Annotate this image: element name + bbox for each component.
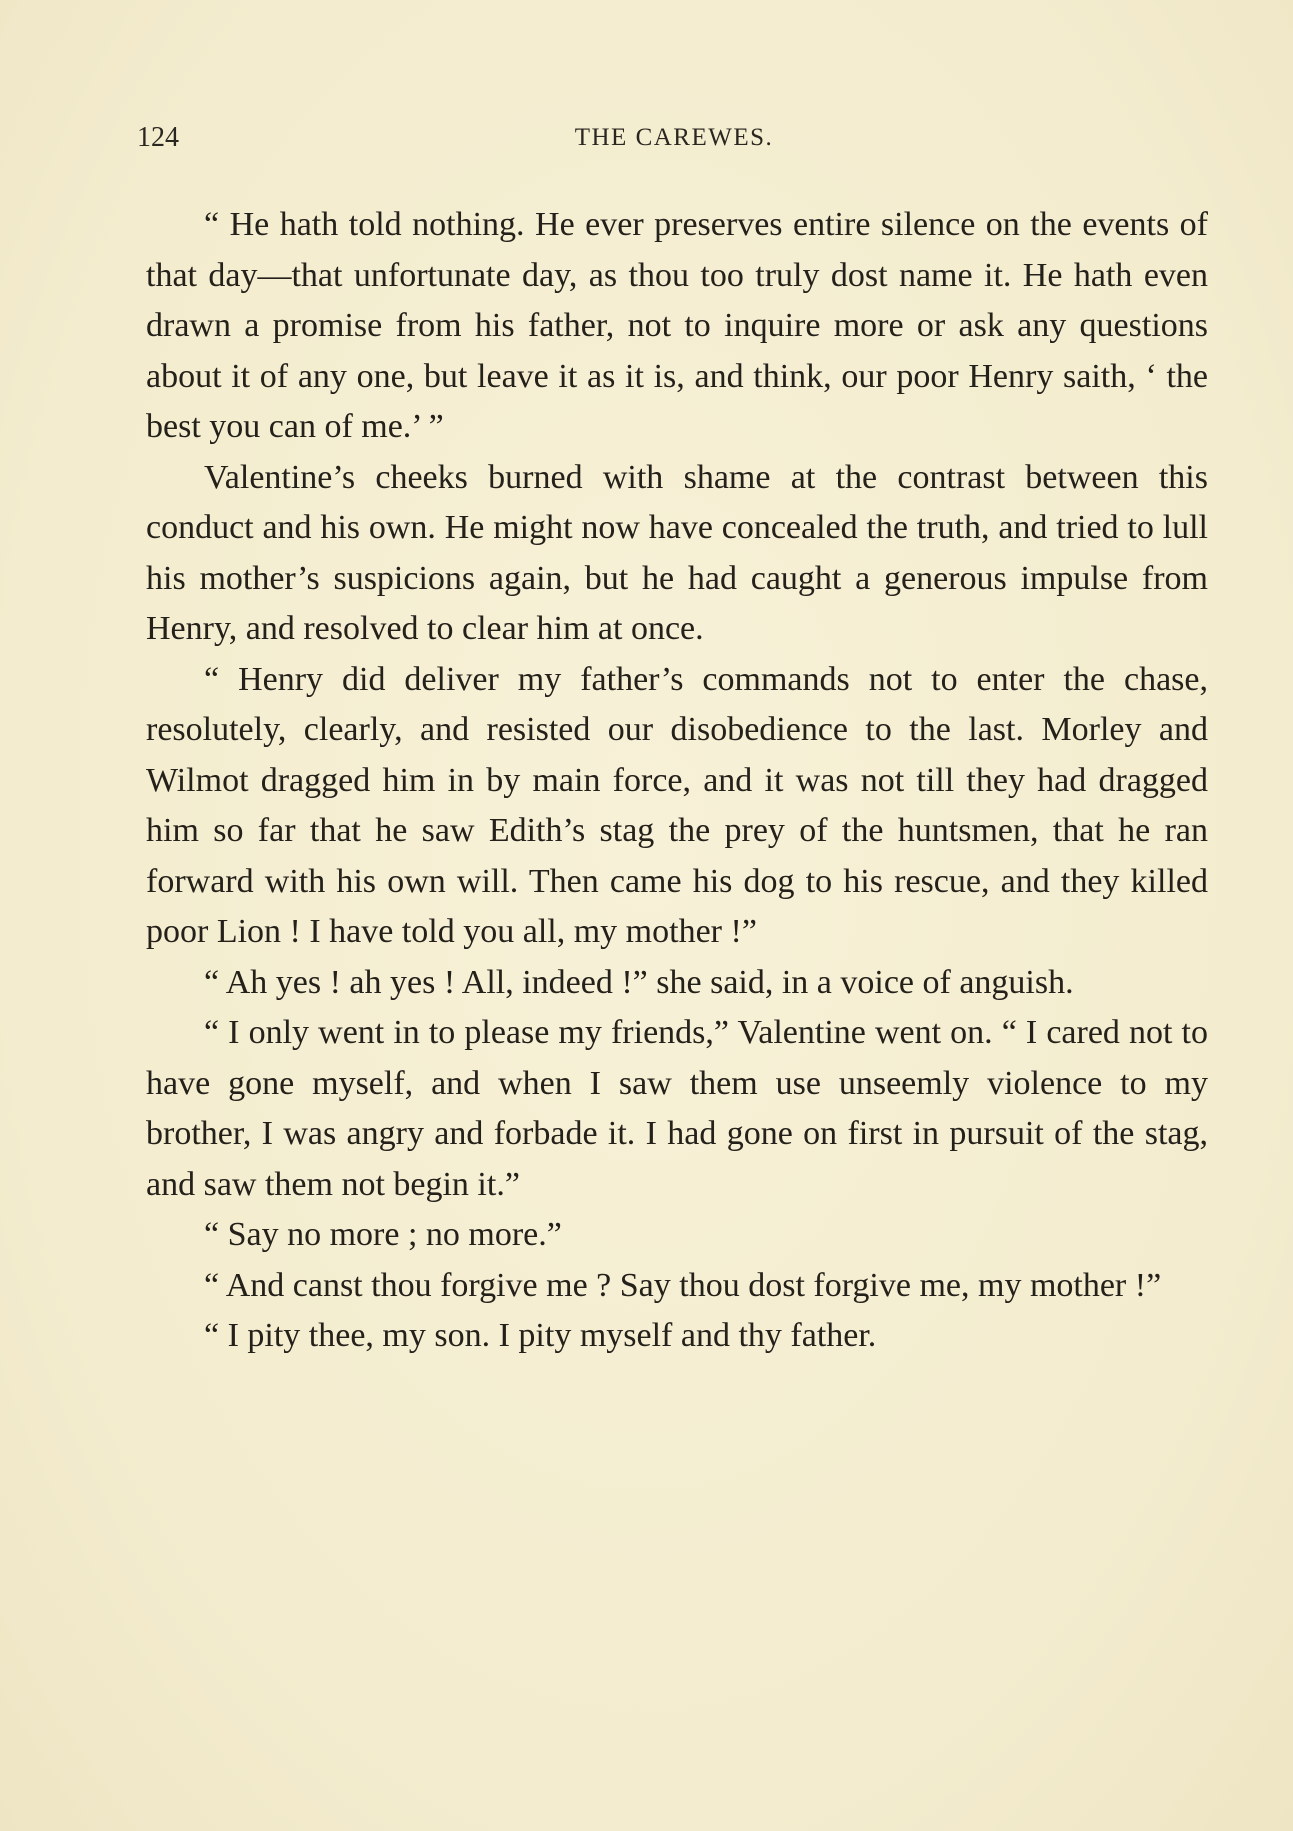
paragraph: “ Henry did deliver my father’s commands not to enter the chase, resolutely, clearly, and resisted our disobedience to the last. Morley and Wilmot dragged him in by main force, and it was not till they had dragged him so far that he saw Edith’s stag the prey of the huntsmen, that he ran forward with his own will. Then came his dog to his rescue, and they killed poor Lion ! I have told you all, my mother !” <box>146 660 1208 950</box>
paragraph: “ I pity thee, my son. I pity myself and thy father. <box>204 1317 877 1354</box>
paragraph: “ Say no more ; no more.” <box>204 1216 562 1253</box>
body-text <box>146 200 1208 1362</box>
paragraph: Valentine’s cheeks burned with shame at the contrast between this conduct and his own. He might now have concealed the truth, and tried to lull his mother’s suspicions again, but he had caught a generous impulse from Henry, and resolved to clear him at once. <box>146 458 1208 647</box>
paragraph: “ And canst thou forgive me ? Say thou dost forgive me, my mother !” <box>204 1266 1162 1304</box>
paragraph: “ Ah yes ! ah yes ! All, indeed !” she said, in a voice of anguish. <box>204 963 1074 1001</box>
running-title: THE CAREWES. <box>574 124 774 151</box>
page-header <box>137 122 1211 162</box>
page-number: 124 <box>137 122 179 153</box>
paragraph: “ He hath told nothing. He ever preserves entire silence on the events of that day—that unfortunate day, as thou too truly dost name it. He hath even drawn a promise from his father, not to inquire more or ask any questions about it of any one, but leave it as it is, and think, our poor Henry saith, ‘ the best you can of me.’ ” <box>146 206 1208 445</box>
paragraph: “ I only went in to please my friends,” Valentine went on. “ I cared not to have gone myself, and when I saw them use unseemly violence to my brother, I was angry and forbade it. I had gone on first in pursuit of the stag, and saw them not begin it.” <box>146 1014 1208 1203</box>
